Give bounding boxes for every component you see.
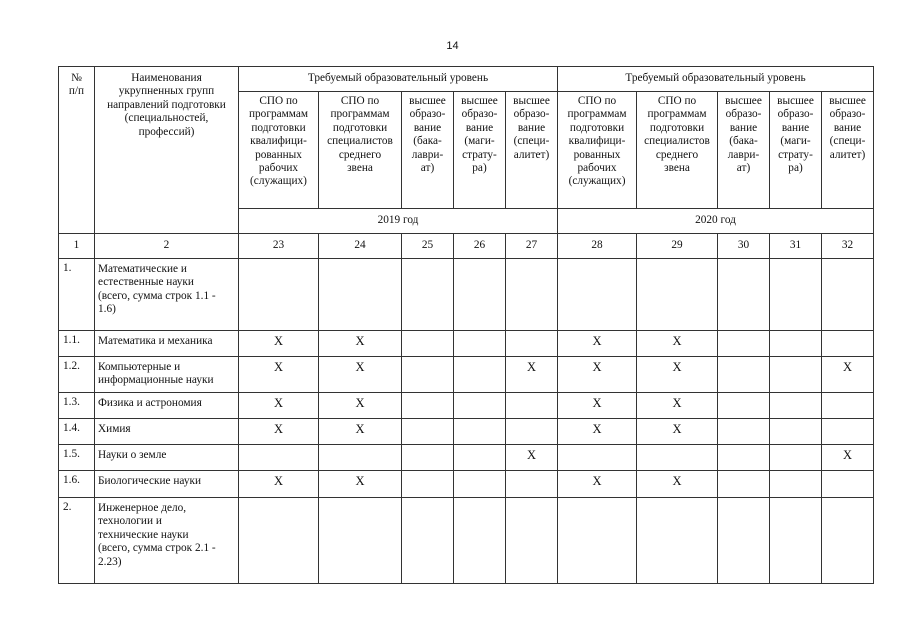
row-mark [770,357,822,393]
education-levels-table [58,66,874,584]
row-mark [402,259,454,331]
row-mark: X [637,419,718,445]
row-mark: X [637,357,718,393]
row-mark: X [239,419,319,445]
row-mark [239,259,319,331]
header-spo-workers: СПО по программам подготовки квалифици- рованных рабочих (служащих) [558,92,637,209]
row-mark [402,445,454,471]
row-mark [770,331,822,357]
row-mark [822,393,874,419]
row-code: 1. [59,259,95,331]
column-number: 2 [95,234,239,259]
row-mark: X [319,393,402,419]
row-mark: X [558,471,637,498]
row-mark [402,393,454,419]
header-specialist: высшее образо- вание (специ- алитет) [822,92,874,209]
row-mark: X [239,331,319,357]
header-year-2020: 2020 год [558,209,874,234]
row-mark [454,419,506,445]
header-master: высшее образо- вание (маги- страту- ра) [770,92,822,209]
header-spo-workers: СПО по программам подготовки квалифици- рованных рабочих (служащих) [239,92,319,209]
row-mark: X [558,331,637,357]
row-mark [770,445,822,471]
row-mark [822,471,874,498]
row-mark [402,331,454,357]
row-mark: X [319,331,402,357]
column-number: 1 [59,234,95,259]
row-mark: X [558,393,637,419]
column-number: 31 [770,234,822,259]
row-mark [558,445,637,471]
row-name: Химия [95,419,239,445]
row-mark [454,259,506,331]
row-mark: X [319,419,402,445]
row-mark: X [822,445,874,471]
row-mark [402,471,454,498]
row-mark [402,498,454,584]
row-mark [454,357,506,393]
header-bachelor: высшее образо- вание (бака- лаври- ат) [402,92,454,209]
row-mark: X [319,357,402,393]
row-mark [637,498,718,584]
column-number: 25 [402,234,454,259]
row-name: Математические и естественные науки (всего, сумма строк 1.1 - 1.6) [95,259,239,331]
column-number: 26 [454,234,506,259]
row-mark: X [506,445,558,471]
row-mark [637,259,718,331]
header-master: высшее образо- вание (маги- страту- ра) [454,92,506,209]
table-row [59,471,874,498]
column-numbers-row [59,234,874,259]
header-level-2019: Требуемый образовательный уровень [239,67,558,92]
header-year-2019: 2019 год [239,209,558,234]
header-specialist: высшее образо- вание (специ- алитет) [506,92,558,209]
row-mark [239,498,319,584]
row-mark [319,259,402,331]
row-mark [454,498,506,584]
table-row [59,357,874,393]
row-name: Биологические науки [95,471,239,498]
row-mark [718,331,770,357]
row-name: Математика и механика [95,331,239,357]
row-mark [506,471,558,498]
header-spo-specialists: СПО по программам подготовки специалистов среднего звена [637,92,718,209]
header-group-name: Наименования укрупненных групп направлений подготовки (специальностей, профессий) [95,67,239,234]
column-number: 30 [718,234,770,259]
row-mark [770,393,822,419]
row-mark [822,259,874,331]
header-level-2020: Требуемый образовательный уровень [558,67,874,92]
row-mark [770,419,822,445]
row-mark [454,393,506,419]
row-mark [239,445,319,471]
row-mark: X [558,357,637,393]
row-mark [822,419,874,445]
column-number: 24 [319,234,402,259]
row-mark [506,259,558,331]
row-mark [637,445,718,471]
table-row [59,331,874,357]
row-name: Инженерное дело, технологии и технические науки (всего, сумма строк 2.1 - 2.23) [95,498,239,584]
row-mark: X [822,357,874,393]
row-mark [718,259,770,331]
row-mark [319,498,402,584]
row-mark [506,393,558,419]
column-number: 23 [239,234,319,259]
row-mark: X [506,357,558,393]
row-code: 1.3. [59,393,95,419]
row-mark [319,445,402,471]
table-row [59,393,874,419]
row-code: 1.2. [59,357,95,393]
header-number: № п/п [59,67,95,234]
row-mark [718,498,770,584]
row-mark [718,445,770,471]
row-mark [402,419,454,445]
row-mark: X [239,393,319,419]
row-mark: X [637,393,718,419]
row-mark [506,498,558,584]
row-mark [506,331,558,357]
row-mark [506,419,558,445]
row-code: 1.1. [59,331,95,357]
row-mark [718,471,770,498]
row-code: 1.6. [59,471,95,498]
column-number: 29 [637,234,718,259]
table-row [59,259,874,331]
row-mark [718,357,770,393]
row-mark: X [239,357,319,393]
row-mark: X [558,419,637,445]
column-number: 27 [506,234,558,259]
row-mark [454,331,506,357]
row-name: Физика и астрономия [95,393,239,419]
row-code: 2. [59,498,95,584]
row-mark [402,357,454,393]
row-mark: X [319,471,402,498]
column-number: 28 [558,234,637,259]
row-mark [822,498,874,584]
row-mark [454,445,506,471]
row-mark: X [637,471,718,498]
page-number: 14 [446,40,459,52]
row-mark [718,393,770,419]
row-mark: X [637,331,718,357]
table-row [59,445,874,471]
row-code: 1.5. [59,445,95,471]
row-mark [770,259,822,331]
row-mark [770,498,822,584]
row-mark [718,419,770,445]
row-name: Компьютерные и информационные науки [95,357,239,393]
table-body [59,259,874,584]
row-name: Науки о земле [95,445,239,471]
row-mark [454,471,506,498]
column-number: 32 [822,234,874,259]
table-row [59,498,874,584]
table-row [59,419,874,445]
row-mark [558,259,637,331]
row-code: 1.4. [59,419,95,445]
row-mark [558,498,637,584]
row-mark [822,331,874,357]
header-bachelor: высшее образо- вание (бака- лаври- ат) [718,92,770,209]
header-spo-specialists: СПО по программам подготовки специалистов среднего звена [319,92,402,209]
row-mark [770,471,822,498]
row-mark: X [239,471,319,498]
